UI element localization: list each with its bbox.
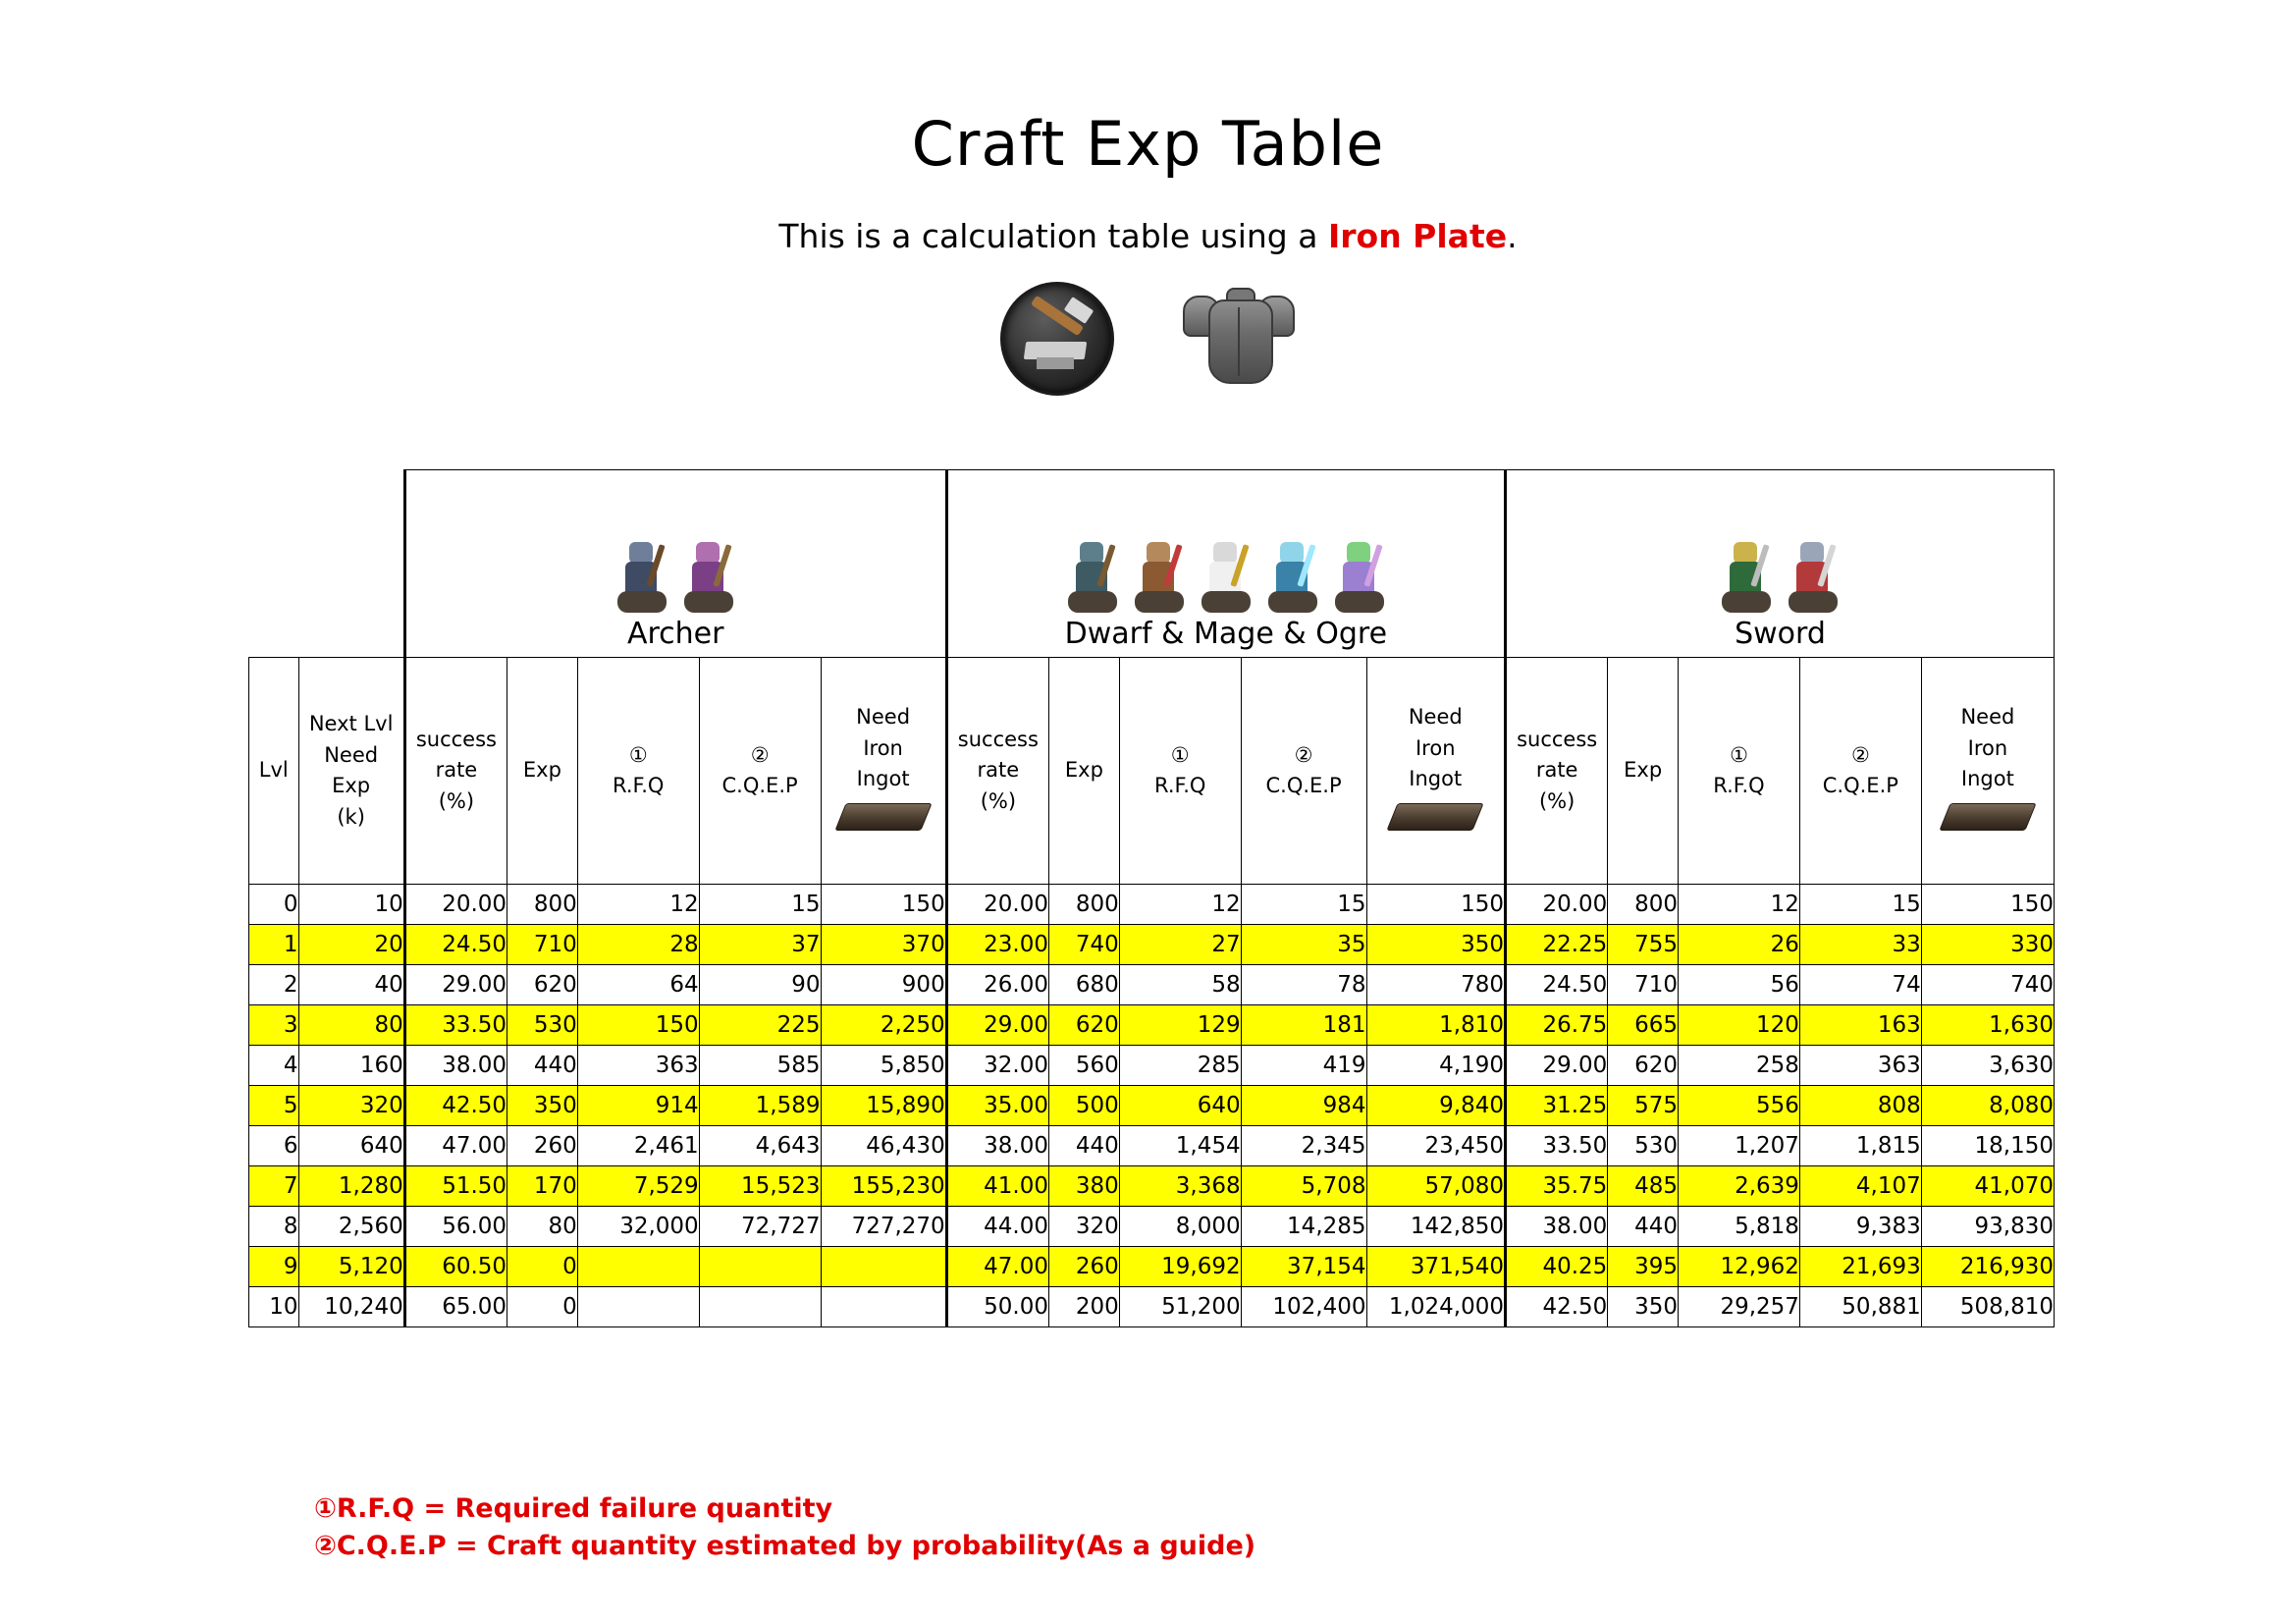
label-ingot: Ingot — [1409, 767, 1463, 790]
table-body — [249, 885, 2055, 1327]
cell-archer-cqep: 4,643 — [699, 1126, 821, 1166]
cell-archer-success-rate: 33.50 — [404, 1005, 507, 1046]
cell-dmo-rfq: 27 — [1119, 925, 1241, 965]
group-name-archer: Archer — [626, 617, 724, 651]
cell-lvl: 1 — [249, 925, 299, 965]
cell-dmo-rfq: 8,000 — [1119, 1207, 1241, 1247]
cell-dmo-cqep: 15 — [1241, 885, 1366, 925]
sword-sprite-2 — [1785, 538, 1842, 617]
table-row — [249, 885, 2055, 925]
cell-archer-need-iron-ingot: 15,890 — [821, 1086, 946, 1126]
cell-sword-cqep: 33 — [1799, 925, 1921, 965]
cell-archer-rfq: 150 — [577, 1005, 699, 1046]
cell-dmo-rfq: 129 — [1119, 1005, 1241, 1046]
subtitle-suffix: . — [1507, 217, 1518, 255]
cell-sword-cqep: 808 — [1799, 1086, 1921, 1126]
cell-lvl: 4 — [249, 1046, 299, 1086]
cell-sword-cqep: 363 — [1799, 1046, 1921, 1086]
cell-archer-exp: 0 — [507, 1287, 578, 1327]
cell-dmo-need-iron-ingot: 371,540 — [1366, 1247, 1505, 1287]
cell-sword-success-rate: 31.25 — [1505, 1086, 1607, 1126]
mage-sprite-2 — [1264, 538, 1321, 617]
dwarf-sprite — [1064, 538, 1121, 617]
cell-sword-need-iron-ingot: 41,070 — [1921, 1166, 2054, 1207]
iron-ingot-icon — [1387, 803, 1484, 831]
cell-dmo-cqep: 35 — [1241, 925, 1366, 965]
cell-dmo-success-rate: 44.00 — [946, 1207, 1048, 1247]
group-header-row — [249, 470, 2055, 658]
iron-ingot-icon — [1939, 803, 2036, 831]
cell-sword-rfq: 56 — [1679, 965, 1800, 1005]
table-row — [249, 1005, 2055, 1046]
cell-sword-success-rate: 35.75 — [1505, 1166, 1607, 1207]
cell-archer-need-iron-ingot: 5,850 — [821, 1046, 946, 1086]
mage-sprite-1 — [1198, 538, 1255, 617]
cell-archer-rfq: 32,000 — [577, 1207, 699, 1247]
cell-archer-exp: 170 — [507, 1166, 578, 1207]
col-next-exp-line1: Next Lvl — [308, 712, 394, 735]
cell-archer-success-rate: 51.50 — [404, 1166, 507, 1207]
col-dmo-cqep — [1241, 658, 1366, 885]
cell-sword-success-rate: 24.50 — [1505, 965, 1607, 1005]
col-next-lvl-need-exp — [298, 658, 404, 885]
cell-dmo-rfq: 3,368 — [1119, 1166, 1241, 1207]
col-archer-success-rate — [404, 658, 507, 885]
cell-archer-cqep: 90 — [699, 965, 821, 1005]
cell-archer-success-rate: 60.50 — [404, 1247, 507, 1287]
cell-archer-rfq: 2,461 — [577, 1126, 699, 1166]
cell-lvl: 7 — [249, 1166, 299, 1207]
cell-dmo-need-iron-ingot: 23,450 — [1366, 1126, 1505, 1166]
cell-sword-exp: 350 — [1608, 1287, 1679, 1327]
cell-sword-need-iron-ingot: 8,080 — [1921, 1086, 2054, 1126]
cell-sword-rfq: 5,818 — [1679, 1207, 1800, 1247]
cell-sword-exp: 665 — [1608, 1005, 1679, 1046]
cell-sword-cqep: 4,107 — [1799, 1166, 1921, 1207]
cell-next-lvl-need-exp: 40 — [298, 965, 404, 1005]
col-sword-exp: Exp — [1608, 658, 1679, 885]
cell-archer-cqep — [699, 1287, 821, 1327]
cell-dmo-cqep: 78 — [1241, 965, 1366, 1005]
cell-sword-need-iron-ingot: 150 — [1921, 885, 2054, 925]
label-circle-1: ① — [1170, 742, 1190, 767]
cell-dmo-cqep: 984 — [1241, 1086, 1366, 1126]
col-sword-need-iron-ingot — [1921, 658, 2054, 885]
sword-sprites — [1507, 471, 2054, 617]
cell-dmo-need-iron-ingot: 9,840 — [1366, 1086, 1505, 1126]
cell-dmo-need-iron-ingot: 150 — [1366, 885, 1505, 925]
cell-next-lvl-need-exp: 1,280 — [298, 1166, 404, 1207]
legend-line-2: ②C.Q.E.P = Craft quantity estimated by probability(As a guide) — [314, 1531, 1256, 1562]
col-dmo-need-iron-ingot — [1366, 658, 1505, 885]
cell-dmo-cqep: 102,400 — [1241, 1287, 1366, 1327]
anvil-hammer-icon — [1000, 282, 1114, 396]
label-need: Need — [1960, 705, 2015, 729]
cell-archer-exp: 710 — [507, 925, 578, 965]
cell-sword-exp: 485 — [1608, 1166, 1679, 1207]
cell-dmo-exp: 560 — [1049, 1046, 1120, 1086]
cell-sword-need-iron-ingot: 740 — [1921, 965, 2054, 1005]
cell-sword-exp: 395 — [1608, 1247, 1679, 1287]
cell-dmo-need-iron-ingot: 57,080 — [1366, 1166, 1505, 1207]
cell-dmo-need-iron-ingot: 1,810 — [1366, 1005, 1505, 1046]
cell-dmo-need-iron-ingot: 142,850 — [1366, 1207, 1505, 1247]
cell-next-lvl-need-exp: 2,560 — [298, 1207, 404, 1247]
cell-sword-need-iron-ingot: 216,930 — [1921, 1247, 2054, 1287]
cell-sword-exp: 575 — [1608, 1086, 1679, 1126]
cell-dmo-rfq: 51,200 — [1119, 1287, 1241, 1327]
cell-dmo-cqep: 181 — [1241, 1005, 1366, 1046]
ogre-sprite — [1131, 538, 1188, 617]
cell-dmo-rfq: 640 — [1119, 1086, 1241, 1126]
label-iron: Iron — [1415, 735, 1456, 760]
cell-dmo-success-rate: 32.00 — [946, 1046, 1048, 1086]
cell-dmo-success-rate: 23.00 — [946, 925, 1048, 965]
cell-archer-success-rate: 56.00 — [404, 1207, 507, 1247]
archer-sprites — [406, 471, 945, 617]
cell-dmo-cqep: 2,345 — [1241, 1126, 1366, 1166]
table-row — [249, 1046, 2055, 1086]
cell-lvl: 0 — [249, 885, 299, 925]
cell-lvl: 2 — [249, 965, 299, 1005]
cell-archer-exp: 440 — [507, 1046, 578, 1086]
cell-archer-cqep: 15,523 — [699, 1166, 821, 1207]
table-row — [249, 925, 2055, 965]
cell-lvl: 8 — [249, 1207, 299, 1247]
col-sword-rfq — [1679, 658, 1800, 885]
cell-archer-success-rate: 38.00 — [404, 1046, 507, 1086]
label-pct: (%) — [980, 788, 1017, 813]
craft-exp-table — [248, 469, 2055, 1327]
cell-sword-rfq: 556 — [1679, 1086, 1800, 1126]
cell-dmo-cqep: 14,285 — [1241, 1207, 1366, 1247]
cell-sword-need-iron-ingot: 93,830 — [1921, 1207, 2054, 1247]
archer-sprite-1 — [614, 538, 670, 617]
cell-sword-need-iron-ingot: 1,630 — [1921, 1005, 2054, 1046]
table-row — [249, 1086, 2055, 1126]
cell-sword-exp: 440 — [1608, 1207, 1679, 1247]
cell-sword-cqep: 50,881 — [1799, 1287, 1921, 1327]
label-rate: rate — [977, 758, 1020, 783]
cell-next-lvl-need-exp: 80 — [298, 1005, 404, 1046]
cell-archer-exp: 80 — [507, 1207, 578, 1247]
cell-sword-success-rate: 29.00 — [1505, 1046, 1607, 1086]
cell-next-lvl-need-exp: 5,120 — [298, 1247, 404, 1287]
cell-sword-need-iron-ingot: 508,810 — [1921, 1287, 2054, 1327]
label-circle-1: ① — [1730, 742, 1748, 767]
cell-dmo-exp: 260 — [1049, 1247, 1120, 1287]
cell-archer-cqep: 225 — [699, 1005, 821, 1046]
cell-dmo-rfq: 58 — [1119, 965, 1241, 1005]
cell-dmo-success-rate: 50.00 — [946, 1287, 1048, 1327]
cell-dmo-success-rate: 29.00 — [946, 1005, 1048, 1046]
cell-archer-need-iron-ingot — [821, 1287, 946, 1327]
cell-dmo-success-rate: 38.00 — [946, 1126, 1048, 1166]
cell-next-lvl-need-exp: 160 — [298, 1046, 404, 1086]
col-next-exp-line2: Need — [324, 742, 379, 767]
cell-lvl: 5 — [249, 1086, 299, 1126]
col-next-exp-line4: (k) — [337, 804, 365, 829]
col-dmo-rfq — [1119, 658, 1241, 885]
mage-sprite-3 — [1331, 538, 1388, 617]
cell-lvl: 3 — [249, 1005, 299, 1046]
dwarf-mage-ogre-sprites — [948, 471, 1504, 617]
cell-archer-need-iron-ingot: 150 — [821, 885, 946, 925]
cell-next-lvl-need-exp: 20 — [298, 925, 404, 965]
cell-sword-cqep: 15 — [1799, 885, 1921, 925]
cell-sword-exp: 755 — [1608, 925, 1679, 965]
label-ingot: Ingot — [856, 767, 910, 790]
sword-sprite-1 — [1718, 538, 1775, 617]
cell-dmo-rfq: 12 — [1119, 885, 1241, 925]
col-archer-rfq — [577, 658, 699, 885]
cell-dmo-need-iron-ingot: 1,024,000 — [1366, 1287, 1505, 1327]
cell-sword-exp: 530 — [1608, 1126, 1679, 1166]
cell-sword-exp: 800 — [1608, 885, 1679, 925]
cell-sword-rfq: 29,257 — [1679, 1287, 1800, 1327]
label-need: Need — [856, 705, 911, 729]
cell-dmo-need-iron-ingot: 350 — [1366, 925, 1505, 965]
column-header-row — [249, 658, 2055, 885]
label-success: success — [415, 727, 497, 751]
cell-dmo-cqep: 37,154 — [1241, 1247, 1366, 1287]
cell-sword-rfq: 2,639 — [1679, 1166, 1800, 1207]
cell-dmo-success-rate: 35.00 — [946, 1086, 1048, 1126]
col-dmo-exp: Exp — [1049, 658, 1120, 885]
cell-next-lvl-need-exp: 320 — [298, 1086, 404, 1126]
cell-sword-rfq: 12 — [1679, 885, 1800, 925]
cell-archer-success-rate: 65.00 — [404, 1287, 507, 1327]
cell-dmo-exp: 200 — [1049, 1287, 1120, 1327]
cell-archer-exp: 350 — [507, 1086, 578, 1126]
cell-sword-success-rate: 20.00 — [1505, 885, 1607, 925]
cell-dmo-exp: 320 — [1049, 1207, 1120, 1247]
cell-archer-need-iron-ingot: 2,250 — [821, 1005, 946, 1046]
label-circle-2: ② — [1850, 742, 1870, 767]
group-name-sword: Sword — [1735, 617, 1826, 651]
cell-sword-success-rate: 40.25 — [1505, 1247, 1607, 1287]
label-iron: Iron — [863, 735, 903, 760]
col-lvl: Lvl — [249, 658, 299, 885]
col-sword-success-rate — [1505, 658, 1607, 885]
cell-archer-exp: 530 — [507, 1005, 578, 1046]
label-cqep: C.Q.E.P — [721, 774, 798, 797]
cell-dmo-cqep: 5,708 — [1241, 1166, 1366, 1207]
cell-archer-cqep: 37 — [699, 925, 821, 965]
cell-sword-rfq: 258 — [1679, 1046, 1800, 1086]
col-archer-cqep — [699, 658, 821, 885]
label-rfq: R.F.Q — [613, 774, 665, 797]
cell-dmo-rfq: 285 — [1119, 1046, 1241, 1086]
label-success: success — [1517, 727, 1598, 751]
label-circle-2: ② — [750, 742, 770, 767]
cell-archer-cqep: 1,589 — [699, 1086, 821, 1126]
group-header-dwarf-mage-ogre — [946, 470, 1505, 658]
cell-dmo-exp: 620 — [1049, 1005, 1120, 1046]
cell-archer-need-iron-ingot: 155,230 — [821, 1166, 946, 1207]
cell-dmo-success-rate: 20.00 — [946, 885, 1048, 925]
cell-archer-cqep: 15 — [699, 885, 821, 925]
iron-ingot-icon — [834, 803, 932, 831]
cell-dmo-exp: 440 — [1049, 1126, 1120, 1166]
cell-sword-rfq: 12,962 — [1679, 1247, 1800, 1287]
cell-archer-need-iron-ingot: 900 — [821, 965, 946, 1005]
cell-sword-success-rate: 38.00 — [1505, 1207, 1607, 1247]
label-rate: rate — [435, 758, 478, 783]
craft-exp-table-wrapper — [248, 469, 2055, 1327]
cell-archer-need-iron-ingot — [821, 1247, 946, 1287]
cell-archer-success-rate: 47.00 — [404, 1126, 507, 1166]
group-name-dwarf-mage-ogre: Dwarf & Mage & Ogre — [1064, 617, 1388, 651]
cell-dmo-success-rate: 26.00 — [946, 965, 1048, 1005]
cell-sword-success-rate: 42.50 — [1505, 1287, 1607, 1327]
cell-dmo-exp: 740 — [1049, 925, 1120, 965]
label-need: Need — [1408, 705, 1463, 729]
cell-lvl: 6 — [249, 1126, 299, 1166]
label-circle-2: ② — [1294, 742, 1313, 767]
cell-dmo-exp: 680 — [1049, 965, 1120, 1005]
cell-next-lvl-need-exp: 10 — [298, 885, 404, 925]
label-pct: (%) — [438, 788, 475, 813]
label-cqep: C.Q.E.P — [1822, 774, 1898, 797]
cell-archer-exp: 260 — [507, 1126, 578, 1166]
cell-dmo-success-rate: 47.00 — [946, 1247, 1048, 1287]
label-rfq: R.F.Q — [1153, 774, 1206, 797]
cell-lvl: 9 — [249, 1247, 299, 1287]
label-rate: rate — [1535, 758, 1578, 783]
table-row — [249, 1287, 2055, 1327]
legend-line-1: ①R.F.Q = Required failure quantity — [314, 1493, 833, 1524]
cell-archer-rfq — [577, 1247, 699, 1287]
cell-sword-need-iron-ingot: 18,150 — [1921, 1126, 2054, 1166]
cell-archer-need-iron-ingot: 727,270 — [821, 1207, 946, 1247]
cell-sword-exp: 620 — [1608, 1046, 1679, 1086]
cell-sword-success-rate: 33.50 — [1505, 1126, 1607, 1166]
cell-archer-exp: 800 — [507, 885, 578, 925]
archer-sprite-2 — [680, 538, 737, 617]
cell-sword-cqep: 9,383 — [1799, 1207, 1921, 1247]
cell-dmo-rfq: 1,454 — [1119, 1126, 1241, 1166]
table-row — [249, 1207, 2055, 1247]
cell-sword-rfq: 120 — [1679, 1005, 1800, 1046]
cell-archer-cqep: 585 — [699, 1046, 821, 1086]
cell-dmo-need-iron-ingot: 4,190 — [1366, 1046, 1505, 1086]
col-dmo-success-rate — [946, 658, 1048, 885]
cell-sword-success-rate: 26.75 — [1505, 1005, 1607, 1046]
cell-archer-rfq: 914 — [577, 1086, 699, 1126]
cell-dmo-rfq: 19,692 — [1119, 1247, 1241, 1287]
subtitle-highlight: Iron Plate — [1327, 217, 1508, 255]
cell-archer-exp: 0 — [507, 1247, 578, 1287]
page-title: Craft Exp Table — [911, 108, 1385, 180]
cell-dmo-exp: 500 — [1049, 1086, 1120, 1126]
label-cqep: C.Q.E.P — [1265, 774, 1342, 797]
col-next-exp-line3: Exp — [332, 774, 371, 797]
table-row — [249, 1166, 2055, 1207]
label-pct: (%) — [1538, 788, 1575, 813]
cell-dmo-cqep: 419 — [1241, 1046, 1366, 1086]
cell-archer-rfq — [577, 1287, 699, 1327]
cell-dmo-exp: 800 — [1049, 885, 1120, 925]
cell-sword-need-iron-ingot: 3,630 — [1921, 1046, 2054, 1086]
cell-sword-need-iron-ingot: 330 — [1921, 925, 2054, 965]
col-archer-exp: Exp — [507, 658, 578, 885]
cell-sword-exp: 710 — [1608, 965, 1679, 1005]
cell-archer-cqep — [699, 1247, 821, 1287]
cell-sword-cqep: 163 — [1799, 1005, 1921, 1046]
cell-sword-rfq: 1,207 — [1679, 1126, 1800, 1166]
cell-archer-need-iron-ingot: 370 — [821, 925, 946, 965]
cell-archer-success-rate: 24.50 — [404, 925, 507, 965]
cell-dmo-success-rate: 41.00 — [946, 1166, 1048, 1207]
cell-next-lvl-need-exp: 640 — [298, 1126, 404, 1166]
cell-lvl: 10 — [249, 1287, 299, 1327]
col-archer-need-iron-ingot — [821, 658, 946, 885]
label-rfq: R.F.Q — [1713, 774, 1765, 797]
label-success: success — [957, 727, 1039, 751]
table-row — [249, 1247, 2055, 1287]
col-sword-cqep — [1799, 658, 1921, 885]
table-row — [249, 1126, 2055, 1166]
group-header-archer — [404, 470, 946, 658]
table-row — [249, 965, 2055, 1005]
cell-archer-exp: 620 — [507, 965, 578, 1005]
cell-archer-success-rate: 42.50 — [404, 1086, 507, 1126]
cell-next-lvl-need-exp: 10,240 — [298, 1287, 404, 1327]
cell-sword-success-rate: 22.25 — [1505, 925, 1607, 965]
cell-dmo-need-iron-ingot: 780 — [1366, 965, 1505, 1005]
cell-sword-cqep: 21,693 — [1799, 1247, 1921, 1287]
label-ingot: Ingot — [1960, 767, 2014, 790]
cell-archer-rfq: 7,529 — [577, 1166, 699, 1207]
cell-archer-cqep: 72,727 — [699, 1207, 821, 1247]
cell-dmo-exp: 380 — [1049, 1166, 1120, 1207]
iron-plate-armor-icon — [1181, 284, 1297, 394]
cell-archer-rfq: 28 — [577, 925, 699, 965]
header-icons — [0, 281, 2296, 397]
label-circle-1: ① — [628, 742, 648, 767]
cell-sword-cqep: 74 — [1799, 965, 1921, 1005]
cell-archer-success-rate: 29.00 — [404, 965, 507, 1005]
label-iron: Iron — [1967, 735, 2008, 760]
cell-archer-need-iron-ingot: 46,430 — [821, 1126, 946, 1166]
cell-sword-cqep: 1,815 — [1799, 1126, 1921, 1166]
legend — [314, 1490, 1255, 1566]
page-subtitle — [0, 217, 2296, 255]
subtitle-prefix: This is a calculation table using a — [778, 217, 1328, 255]
group-header-sword — [1505, 470, 2054, 658]
cell-archer-rfq: 363 — [577, 1046, 699, 1086]
cell-sword-rfq: 26 — [1679, 925, 1800, 965]
cell-archer-success-rate: 20.00 — [404, 885, 507, 925]
cell-archer-rfq: 64 — [577, 965, 699, 1005]
cell-archer-rfq: 12 — [577, 885, 699, 925]
